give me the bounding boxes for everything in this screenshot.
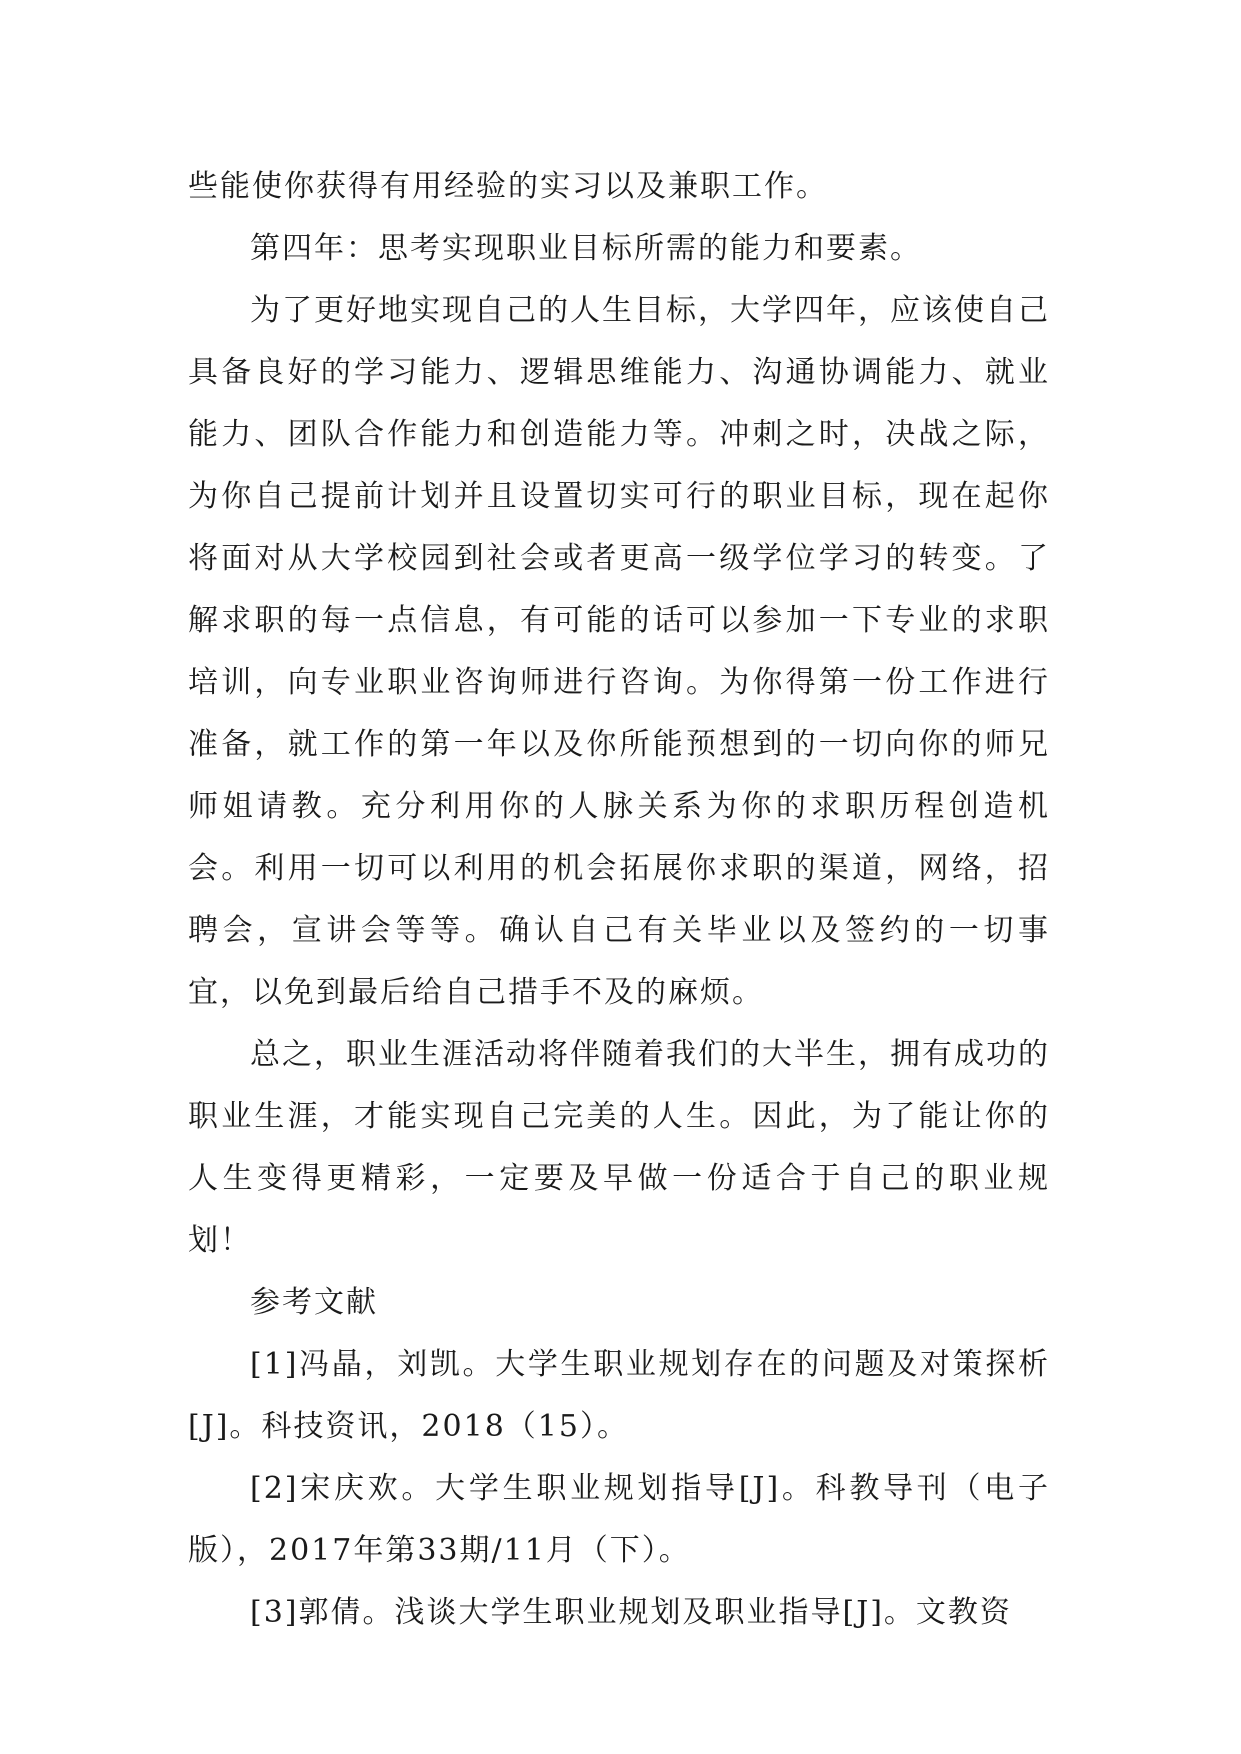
paragraph-fourth-year: 第四年：思考实现职业目标所需的能力和要素。: [250, 231, 922, 266]
paragraph-goals: 为了更好地实现自己的人生目标，大学四年，应该使自己具备良好的学习能力、逻辑思维能力、沟通协调能力、就业能力、团队合作能力和创造能力等。冲刺之时，决战之际，为你自己提前计划并且设置切实可行的职业目标，现在起你将面对从大学校园到社会或者更高一级学位学习的转变。了解求职的每一点信息，有可能的话可以参加一下专业的求职培训，向专业职业咨询师进行咨询。为你得第一份工作进行准备，就工作的第一年以及你所能预想到的一切向你的师兄师姐请教。充分利用你的人脉关系为你的求职历程创造机会。利用一切可以利用的机会拓展你求职的渠道，网络，招聘会，宣讲会等等。确认自己有关毕业以及签约的一切事宜，以免到最后给自己措手不及的麻烦。: [188, 293, 1050, 1010]
references-heading: 参考文献: [250, 1285, 378, 1320]
paragraph-conclusion: 总之，职业生涯活动将伴随着我们的大半生，拥有成功的职业生涯，才能实现自己完美的人生。因此，为了能让你的人生变得更精彩，一定要及早做一份适合于自己的职业规划！: [188, 1037, 1050, 1258]
reference-item: [1]冯晶，刘凯。大学生职业规划存在的问题及对策探析[J]。科技资讯，2018（15）。: [188, 1347, 1050, 1444]
paragraph-continuation: 些能使你获得有用经验的实习以及兼职工作。: [188, 169, 828, 204]
body-text: [188, 156, 1050, 1644]
reference-item: [3]郭倩。浅谈大学生职业规划及职业指导[J]。文教资: [250, 1595, 1012, 1630]
reference-item: [2]宋庆欢。大学生职业规划指导[J]。科教导刊（电子版），2017年第33期/11月（下）。: [188, 1471, 1050, 1568]
